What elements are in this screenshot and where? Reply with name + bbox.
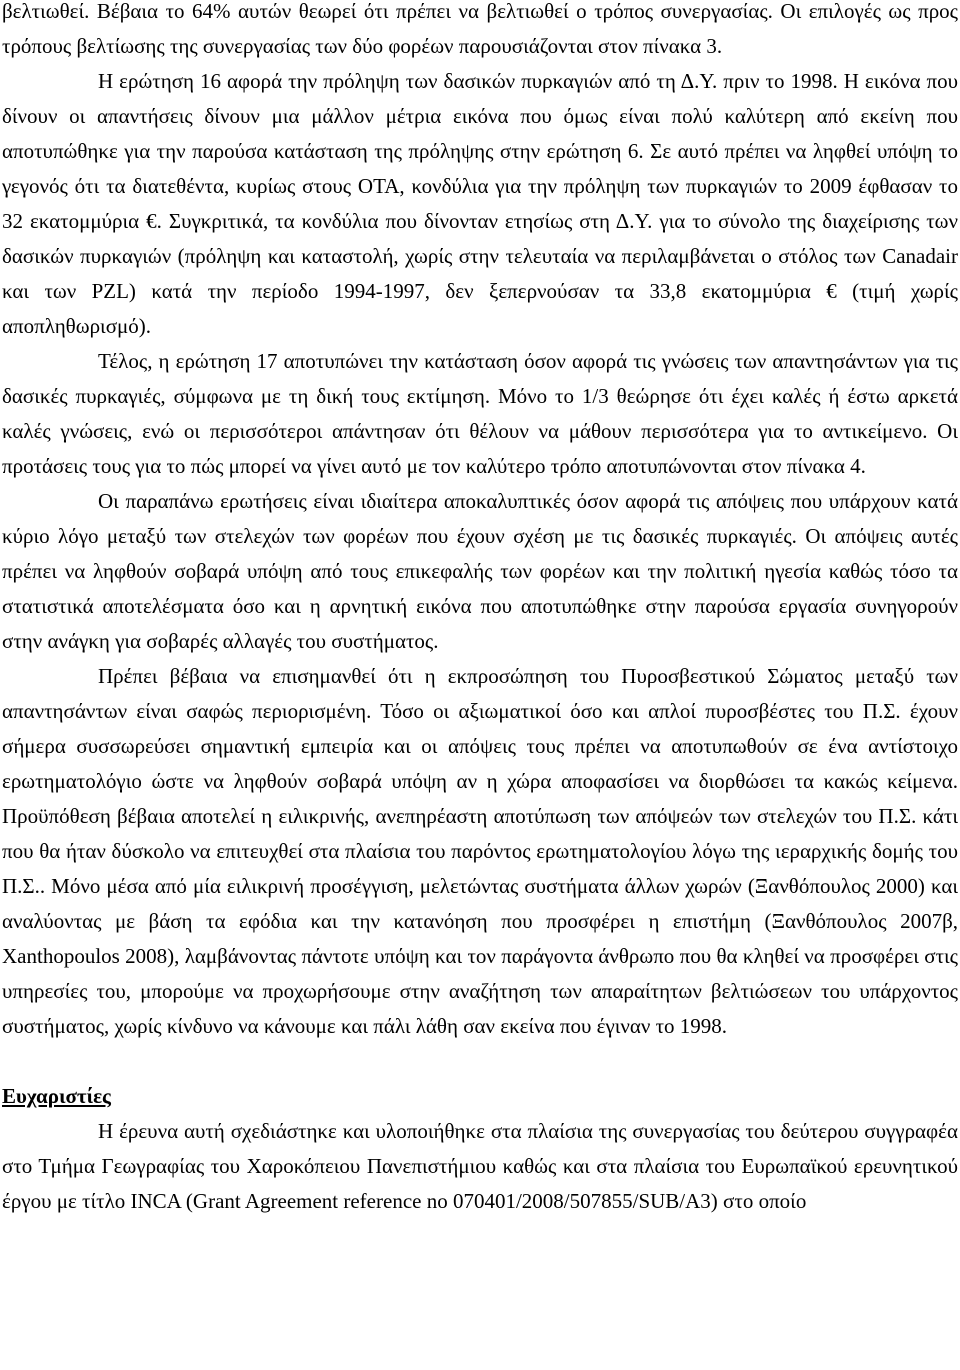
paragraph-1: βελτιωθεί. Βέβαια το 64% αυτών θεωρεί ότι πρέπει να βελτιωθεί ο τρόπος συνεργασίας. Οι επιλογές ως προς τρόπους βελτίωσης της συνεργασίας των δύο φορέων παρουσιάζονται στον πίνακα 3.	[2, 0, 958, 58]
paragraph-2: Η ερώτηση 16 αφορά την πρόληψη των δασικών πυρκαγιών από τη Δ.Υ. πριν το 1998. Η εικόνα που δίνουν οι απαντήσεις δίνουν μια μάλλον μέτρια εικόνα που όμως είναι πολύ καλύτερη από εκείνη που αποτυπώθηκε για την παρούσα κατάσταση της πρόληψης στην ερώτηση 6. Σε αυτό πρέπει να ληφθεί υπόψη το γεγονός ότι τα διατεθέντα, κυρίως στους ΟΤΑ, κονδύλια για την πρόληψη των πυρκαγιών το 2009 έφθασαν το 32 εκατομμύρια €. Συγκριτικά, τα κονδύλια που δίνονταν ετησίως στη Δ.Υ. για το σύνολο της διαχείρισης των δασικών πυρκαγιών (πρόληψη και καταστολή, χωρίς στην τελευταία να περιλαμβάνεται ο στόλος των Canadair και των PZL) κατά την περίοδο 1994-1997, δεν ξεπερνούσαν τα 33,8 εκατομμύρια € (τιμή χωρίς αποπληθωρισμό).	[2, 69, 958, 338]
acknowledgements-heading: Ευχαριστίες	[2, 1084, 111, 1108]
paragraph-5: Πρέπει βέβαια να επισημανθεί ότι η εκπροσώπηση του Πυροσβεστικού Σώματος μεταξύ των απαντησάντων είναι σαφώς περιορισμένη. Τόσο οι αξιωματικοί όσο και απλοί πυροσβέστες του Π.Σ. έχουν σήμερα συσσωρεύσει σημαντική εμπειρία και οι απόψεις τους πρέπει να αποτυπωθούν σε ένα αντίστοιχο ερωτηματολόγιο ώστε να ληφθούν σοβαρά υπόψη αν η χώρα αποφασίσει να διορθώσει τα κακώς κείμενα. Προϋπόθεση βέβαια αποτελεί η ειλικρινής, ανεπηρέαστη αποτύπωση των απόψεών των στελεχών του Π.Σ. κάτι που θα ήταν δύσκολο να επιτευχθεί στα πλαίσια του παρόντος ερωτηματολογίου λόγω της ιεραρχικής δομής του Π.Σ.. Μόνο μέσα από μία ειλικρινή προσέγγιση, μελετώντας συστήματα άλλων χωρών (Ξανθόπουλος 2000) και αναλύοντας με βάση τα εφόδια και την κατανόηση που προσφέρει η επιστήμη (Ξανθόπουλος 2007β, Xanthopoulos 2008), λαμβάνοντας πάντοτε υπόψη και τον παράγοντα άνθρωπο που θα κληθεί να προσφέρει στις υπηρεσίες του, μπορούμε να προχωρήσουμε στην αναζήτηση των απαραίτητων βελτιώσεων του υπάρχοντος συστήματος, χωρίς κίνδυνο να κάνουμε και πάλι λάθη σαν εκείνα που έγιναν το 1998.	[2, 664, 958, 1038]
paragraph-3: Τέλος, η ερώτηση 17 αποτυπώνει την κατάσταση όσον αφορά τις γνώσεις των απαντησάντων για τις δασικές πυρκαγιές, σύμφωνα με τη δική τους εκτίμηση. Μόνο το 1/3 θεώρησε ότι έχει καλές ή έστω αρκετά καλές γνώσεις, ενώ οι περισσότεροι απάντησαν ότι θέλουν να μάθουν περισσότερα για το αντικείμενο. Οι προτάσεις τους για το πώς μπορεί να γίνει αυτό με τον καλύτερο τρόπο αποτυπώνονται στον πίνακα 4.	[2, 349, 958, 478]
acknowledgements-text: Η έρευνα αυτή σχεδιάστηκε και υλοποιήθηκε στα πλαίσια της συνεργασίας του δεύτερου συγγραφέα στο Τμήμα Γεωγραφίας του Χαροκόπειου Πανεπιστήμιου καθώς και στα πλαίσια του Ευρωπαϊκού ερευνητικού έργου με τίτλο INCA (Grant Agreement reference no 070401/2008/507855/SUB/A3) στο οποίο	[2, 1119, 958, 1213]
paragraph-4: Οι παραπάνω ερωτήσεις είναι ιδιαίτερα αποκαλυπτικές όσον αφορά τις απόψεις που υπάρχουν κατά κύριο λόγο μεταξύ των στελεχών των φορέων που έχουν σχέση με τις δασικές πυρκαγιές. Οι απόψεις αυτές πρέπει να ληφθούν σοβαρά υπόψη από τους επικεφαλής των φορέων και την πολιτική ηγεσία καθώς τόσο τα στατιστικά αποτελέσματα όσο και η αρνητική εικόνα που αποτυπώθηκε στην παρούσα εργασία συνηγορούν στην ανάγκη για σοβαρές αλλαγές του συστήματος.	[2, 489, 958, 653]
